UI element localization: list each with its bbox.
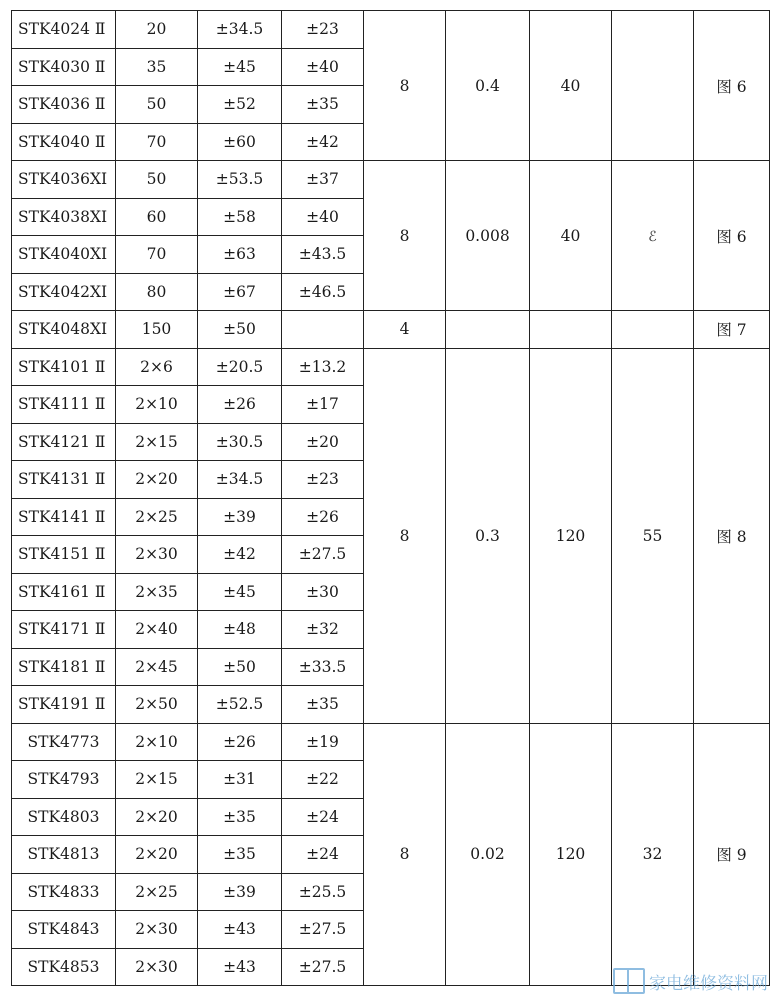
model-cell: STK4833 — [12, 873, 116, 911]
model-cell: STK4040XI — [12, 236, 116, 274]
max-voltage-cell: ±53.5 — [198, 161, 282, 199]
max-voltage-cell: ±50 — [198, 648, 282, 686]
power-cell: 2×50 — [116, 686, 198, 724]
max-voltage-cell: ±67 — [198, 273, 282, 311]
model-cell: STK4793 — [12, 761, 116, 799]
voltage-cell: ±43.5 — [282, 236, 364, 274]
model-cell: STK4111 Ⅱ — [12, 386, 116, 424]
group-load-cell: 8 — [364, 723, 446, 986]
max-voltage-cell: ±35 — [198, 836, 282, 874]
power-cell: 2×20 — [116, 836, 198, 874]
voltage-cell: ±13.2 — [282, 348, 364, 386]
voltage-cell: ±24 — [282, 798, 364, 836]
ink-mark-icon: ℰ — [648, 228, 657, 245]
watermark-text: 家电维修资料网 — [649, 973, 768, 994]
power-cell: 35 — [116, 48, 198, 86]
max-voltage-cell: ±35 — [198, 798, 282, 836]
group-distortion-cell — [446, 311, 530, 349]
voltage-cell: ±19 — [282, 723, 364, 761]
group-gain-cell: 120 — [530, 723, 612, 986]
voltage-cell: ±27.5 — [282, 911, 364, 949]
model-cell: STK4843 — [12, 911, 116, 949]
table-row — [12, 723, 770, 761]
power-cell: 2×40 — [116, 611, 198, 649]
model-cell: STK4038XI — [12, 198, 116, 236]
power-cell: 2×35 — [116, 573, 198, 611]
group-extra-cell: 32 — [612, 723, 694, 986]
voltage-cell: ±25.5 — [282, 873, 364, 911]
table-row — [12, 348, 770, 386]
model-cell: STK4853 — [12, 948, 116, 986]
max-voltage-cell: ±50 — [198, 311, 282, 349]
group-distortion-cell: 0.3 — [446, 348, 530, 723]
model-cell: STK4036XI — [12, 161, 116, 199]
model-cell: STK4030 Ⅱ — [12, 48, 116, 86]
power-cell: 80 — [116, 273, 198, 311]
power-cell: 2×25 — [116, 498, 198, 536]
power-cell: 2×20 — [116, 461, 198, 499]
power-cell: 70 — [116, 123, 198, 161]
voltage-cell: ±27.5 — [282, 536, 364, 574]
group-load-cell: 8 — [364, 11, 446, 161]
power-cell: 2×25 — [116, 873, 198, 911]
max-voltage-cell: ±34.5 — [198, 461, 282, 499]
voltage-cell: ±35 — [282, 686, 364, 724]
group-gain-cell: 40 — [530, 161, 612, 311]
max-voltage-cell: ±52 — [198, 86, 282, 124]
voltage-cell: ±20 — [282, 423, 364, 461]
power-cell: 2×10 — [116, 723, 198, 761]
voltage-cell: ±42 — [282, 123, 364, 161]
voltage-cell: ±32 — [282, 611, 364, 649]
group-figure-cell: 图 9 — [694, 723, 770, 986]
voltage-cell: ±26 — [282, 498, 364, 536]
max-voltage-cell: ±39 — [198, 498, 282, 536]
group-extra-cell: 55 — [612, 348, 694, 723]
group-extra-cell — [612, 11, 694, 161]
max-voltage-cell: ±60 — [198, 123, 282, 161]
model-cell: STK4191 Ⅱ — [12, 686, 116, 724]
model-cell: STK4161 Ⅱ — [12, 573, 116, 611]
group-gain-cell — [530, 311, 612, 349]
power-cell: 2×30 — [116, 536, 198, 574]
group-figure-cell: 图 7 — [694, 311, 770, 349]
voltage-cell: ±46.5 — [282, 273, 364, 311]
voltage-cell: ±37 — [282, 161, 364, 199]
max-voltage-cell: ±58 — [198, 198, 282, 236]
max-voltage-cell: ±26 — [198, 386, 282, 424]
group-gain-cell: 120 — [530, 348, 612, 723]
voltage-cell — [282, 311, 364, 349]
power-cell: 2×6 — [116, 348, 198, 386]
max-voltage-cell: ±26 — [198, 723, 282, 761]
power-cell: 2×15 — [116, 423, 198, 461]
model-cell: STK4042XI — [12, 273, 116, 311]
max-voltage-cell: ±31 — [198, 761, 282, 799]
voltage-cell: ±23 — [282, 11, 364, 49]
group-load-cell: 8 — [364, 161, 446, 311]
voltage-cell: ±40 — [282, 48, 364, 86]
max-voltage-cell: ±45 — [198, 573, 282, 611]
power-cell: 70 — [116, 236, 198, 274]
model-cell: STK4813 — [12, 836, 116, 874]
group-load-cell: 8 — [364, 348, 446, 723]
max-voltage-cell: ±42 — [198, 536, 282, 574]
voltage-cell: ±23 — [282, 461, 364, 499]
model-cell: STK4131 Ⅱ — [12, 461, 116, 499]
group-distortion-cell: 0.02 — [446, 723, 530, 986]
model-cell: STK4151 Ⅱ — [12, 536, 116, 574]
book-logo-icon — [613, 968, 645, 994]
voltage-cell: ±35 — [282, 86, 364, 124]
model-cell: STK4024 Ⅱ — [12, 11, 116, 49]
group-figure-cell: 图 8 — [694, 348, 770, 723]
model-cell: STK4141 Ⅱ — [12, 498, 116, 536]
model-cell: STK4048XI — [12, 311, 116, 349]
max-voltage-cell: ±39 — [198, 873, 282, 911]
power-cell: 60 — [116, 198, 198, 236]
group-figure-cell: 图 6 — [694, 161, 770, 311]
voltage-cell: ±17 — [282, 386, 364, 424]
model-cell: STK4803 — [12, 798, 116, 836]
model-cell: STK4121 Ⅱ — [12, 423, 116, 461]
max-voltage-cell: ±63 — [198, 236, 282, 274]
group-gain-cell: 40 — [530, 11, 612, 161]
group-extra-cell — [612, 311, 694, 349]
power-cell: 2×30 — [116, 948, 198, 986]
model-cell: STK4036 Ⅱ — [12, 86, 116, 124]
group-distortion-cell: 0.4 — [446, 11, 530, 161]
model-cell: STK4773 — [12, 723, 116, 761]
max-voltage-cell: ±52.5 — [198, 686, 282, 724]
power-cell: 2×15 — [116, 761, 198, 799]
max-voltage-cell: ±43 — [198, 911, 282, 949]
model-cell: STK4181 Ⅱ — [12, 648, 116, 686]
voltage-cell: ±27.5 — [282, 948, 364, 986]
voltage-cell: ±22 — [282, 761, 364, 799]
power-cell: 150 — [116, 311, 198, 349]
max-voltage-cell: ±45 — [198, 48, 282, 86]
table-row — [12, 311, 770, 349]
voltage-cell: ±40 — [282, 198, 364, 236]
group-distortion-cell: 0.008 — [446, 161, 530, 311]
power-cell: 2×10 — [116, 386, 198, 424]
power-cell: 50 — [116, 161, 198, 199]
power-cell: 2×30 — [116, 911, 198, 949]
voltage-cell: ±30 — [282, 573, 364, 611]
table-row — [12, 161, 770, 199]
model-cell: STK4101 Ⅱ — [12, 348, 116, 386]
model-cell: STK4171 Ⅱ — [12, 611, 116, 649]
power-cell: 2×45 — [116, 648, 198, 686]
model-cell: STK4040 Ⅱ — [12, 123, 116, 161]
group-extra-cell — [612, 161, 694, 311]
power-cell: 2×20 — [116, 798, 198, 836]
max-voltage-cell: ±30.5 — [198, 423, 282, 461]
max-voltage-cell: ±48 — [198, 611, 282, 649]
power-cell: 50 — [116, 86, 198, 124]
table-row — [12, 11, 770, 49]
group-load-cell: 4 — [364, 311, 446, 349]
max-voltage-cell: ±20.5 — [198, 348, 282, 386]
power-cell: 20 — [116, 11, 198, 49]
voltage-cell: ±24 — [282, 836, 364, 874]
group-figure-cell: 图 6 — [694, 11, 770, 161]
spec-table — [11, 10, 770, 986]
max-voltage-cell: ±34.5 — [198, 11, 282, 49]
max-voltage-cell: ±43 — [198, 948, 282, 986]
site-watermark — [613, 968, 768, 994]
voltage-cell: ±33.5 — [282, 648, 364, 686]
